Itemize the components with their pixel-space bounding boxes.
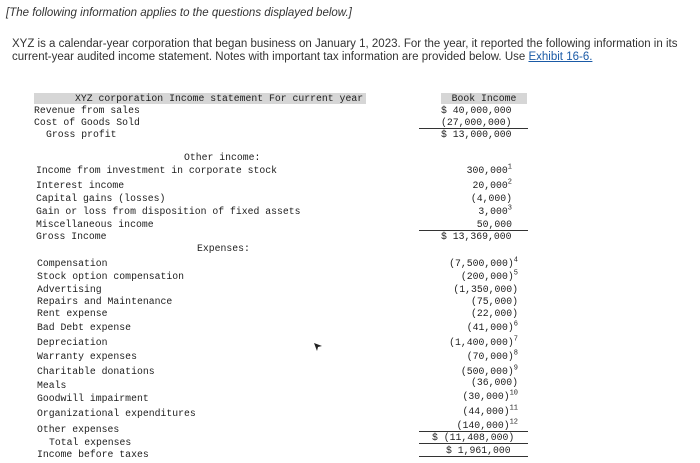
row-label: Gain or loss from disposition of fixed assets <box>36 206 301 217</box>
footnote-marker: 10 <box>509 389 518 398</box>
row-label: Revenue from sales <box>34 105 140 116</box>
row-label: Bad Debt expense <box>37 322 132 333</box>
row-label: Stock option compensation <box>37 271 184 282</box>
row-amount: $(44,000)^{11}$ <box>462 404 518 417</box>
row-amount: (4,000) <box>470 193 512 204</box>
footnote-marker: 2 <box>507 178 512 187</box>
intro-paragraph <box>12 38 692 64</box>
row-label: Gross profit <box>46 129 117 140</box>
column-header: Book Income <box>451 93 517 104</box>
row-amount: $(200,000)^5$ <box>460 269 518 282</box>
row-label: Capital gains (losses) <box>36 193 166 204</box>
row-amount: (75,000) <box>470 296 518 307</box>
expenses-header: Expenses: <box>197 243 250 254</box>
row-amount: (22,000) <box>470 308 518 319</box>
row-label: Depreciation <box>37 337 108 348</box>
row-label: Other expenses <box>37 424 120 435</box>
row-label: Rent expense <box>37 308 108 319</box>
row-label: Interest income <box>36 180 125 191</box>
row-amount: $(70,000)^8$ <box>466 349 518 362</box>
total-expenses-amount: $ (11,408,000) <box>432 432 515 443</box>
row-amount: $(1,400,000)^7$ <box>449 335 518 348</box>
footnote-marker: 11 <box>509 404 518 413</box>
row-label: Warranty expenses <box>37 351 137 362</box>
underline <box>419 443 528 444</box>
row-label: Cost of Goods Sold <box>34 117 140 128</box>
footnote-marker: 3 <box>507 204 512 213</box>
row-label: Meals <box>37 380 67 391</box>
intro-text: XYZ is a calendar-year corporation that began business on January 1, 2023. For the year, it reported the following information in its current-year audited income statement. Notes with important tax information are provided below. Use <box>12 38 678 63</box>
footnote-marker: 12 <box>509 418 518 427</box>
row-amount: $ 40,000,000 <box>441 105 512 116</box>
row-amount: $(140,000)^{12}$ <box>456 418 518 431</box>
footnote-marker: 4 <box>513 256 518 265</box>
row-amount: $ 13,000,000 <box>441 129 512 140</box>
total-expenses-label: Total expenses <box>49 437 132 448</box>
row-amount: $ 13,369,000 <box>441 231 512 242</box>
row-label: Miscellaneous income <box>36 219 154 230</box>
row-amount: 20,000$^2$ <box>472 178 512 191</box>
row-label: Charitable donations <box>37 366 155 377</box>
row-amount: 300,000$^1$ <box>466 163 512 176</box>
row-amount: $(7,500,000)^4$ <box>449 256 518 269</box>
underline <box>419 456 528 457</box>
row-label: Organizational expenditures <box>37 408 196 419</box>
row-label: Repairs and Maintenance <box>37 296 173 307</box>
footnote-marker: 8 <box>513 349 518 358</box>
footnote-marker: 5 <box>513 269 518 278</box>
row-amount: $(41,000)^6$ <box>466 320 518 333</box>
statement-title: XYZ corporation Income statement For current year <box>75 93 364 104</box>
row-label: Advertising <box>37 284 102 295</box>
row-amount: $(30,000)^{10}$ <box>462 389 518 402</box>
row-amount: 50,000 <box>476 219 512 230</box>
cursor-icon <box>314 341 324 351</box>
footnote-marker: 6 <box>513 320 518 329</box>
row-amount: (36,000) <box>470 377 518 388</box>
exhibit-link[interactable]: Exhibit 16-6. <box>528 51 593 63</box>
intro-note: [The following information applies to the questions displayed below.] <box>6 7 352 19</box>
row-label: Income from investment in corporate stock <box>36 165 278 176</box>
row-label: Compensation <box>37 258 108 269</box>
footnote-marker: 7 <box>513 335 518 344</box>
income-before-taxes-amount: $ 1,961,000 <box>446 445 511 456</box>
other-income-header: Other income: <box>184 152 261 163</box>
row-amount: (1,350,000) <box>453 284 518 295</box>
footnote-marker: 9 <box>513 364 518 373</box>
row-amount: $(500,000)^9$ <box>460 364 518 377</box>
row-label: Gross Income <box>36 231 107 242</box>
row-amount: (27,000,000) <box>441 117 512 128</box>
income-before-taxes-label: Income before taxes <box>37 449 149 460</box>
row-label: Goodwill impairment <box>37 393 149 404</box>
row-amount: 3,000$^3$ <box>478 204 512 217</box>
footnote-marker: 1 <box>507 163 512 172</box>
